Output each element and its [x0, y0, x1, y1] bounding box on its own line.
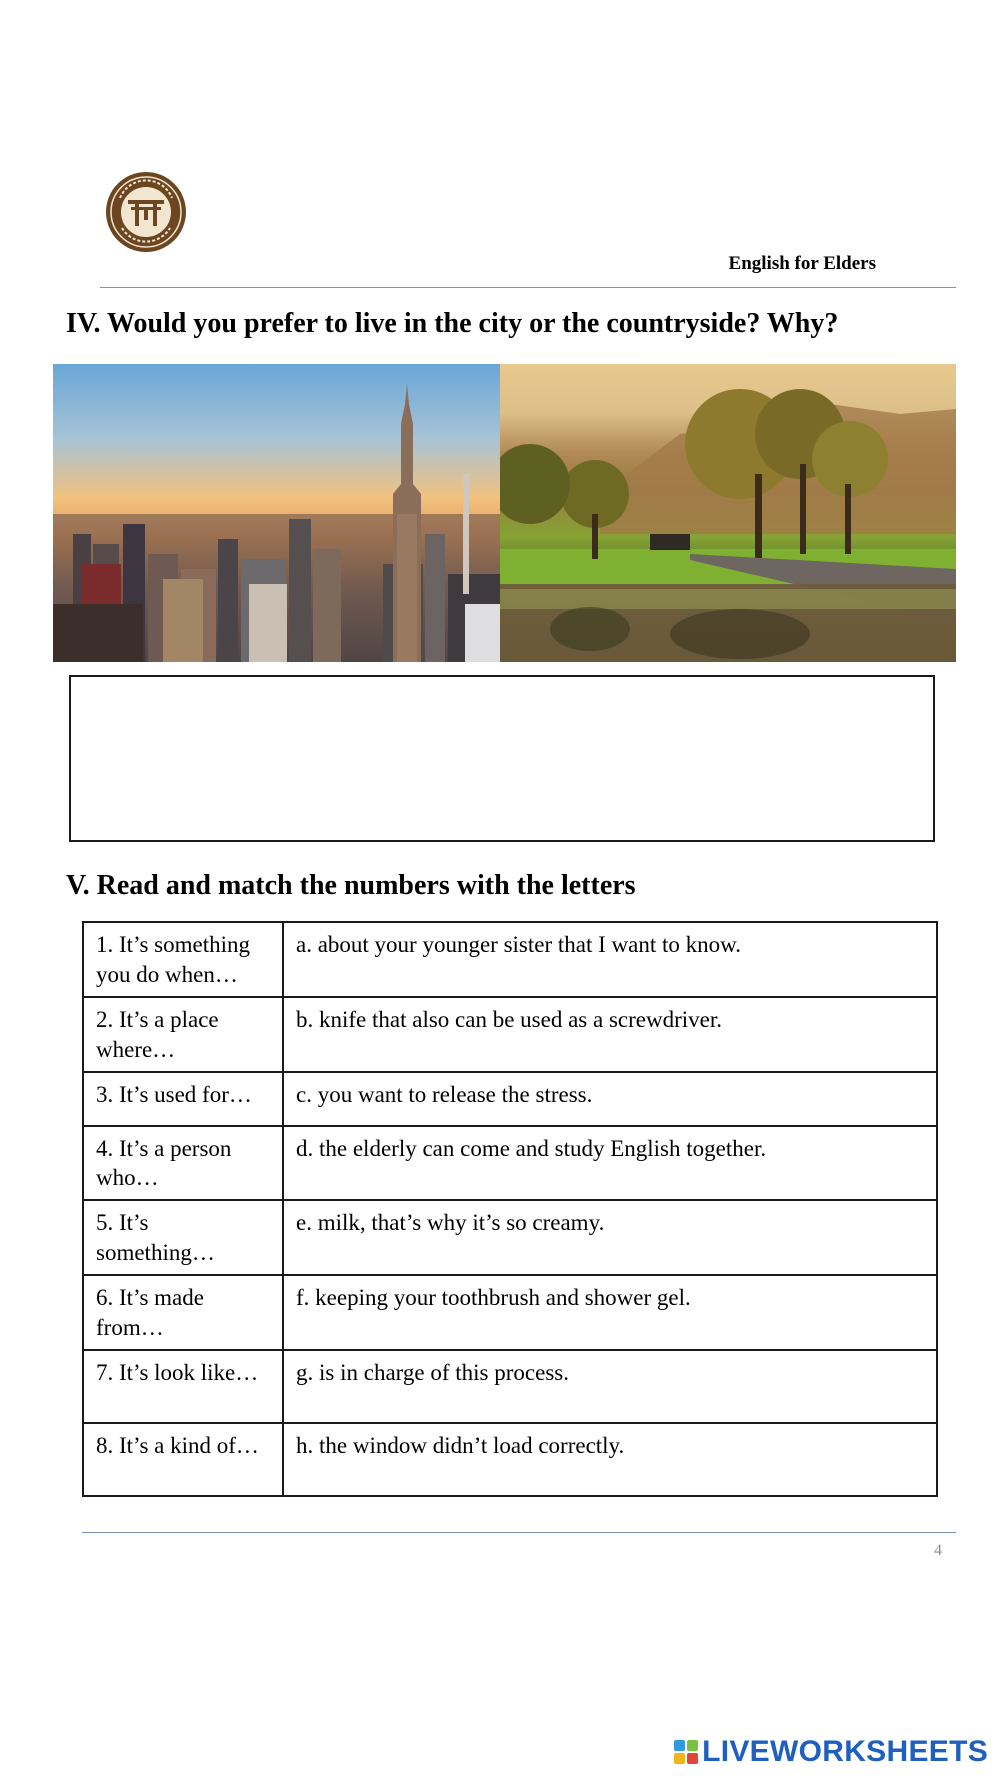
- table-row: [83, 922, 937, 997]
- section-5-heading: V. Read and match the numbers with the letters: [66, 870, 636, 901]
- table-row: [83, 997, 937, 1072]
- ending-cell: b. knife that also can be used as a screwdriver.: [283, 997, 937, 1072]
- school-logo: [104, 170, 188, 254]
- table-row: [83, 1423, 937, 1496]
- brand-name: LIVEWORKSHEETS: [702, 1735, 988, 1768]
- prompt-cell: 1. It’s something you do when…: [83, 922, 283, 997]
- prompt-cell: 8. It’s a kind of…: [83, 1423, 283, 1496]
- matching-table: [82, 921, 938, 1497]
- prompt-cell: 4. It’s a person who…: [83, 1126, 283, 1201]
- ending-cell: f. keeping your toothbrush and shower gel.: [283, 1275, 937, 1350]
- answer-textarea[interactable]: [69, 675, 935, 842]
- prompt-cell: 6. It’s made from…: [83, 1275, 283, 1350]
- prompt-cell: 5. It’s something…: [83, 1200, 283, 1275]
- table-row: [83, 1275, 937, 1350]
- countryside-lake-photo: [500, 364, 956, 662]
- ending-cell: d. the elderly can come and study English together.: [283, 1126, 937, 1201]
- ending-cell: c. you want to release the stress.: [283, 1072, 937, 1126]
- ending-cell: h. the window didn’t load correctly.: [283, 1423, 937, 1496]
- table-row: [83, 1126, 937, 1201]
- footer-divider: [82, 1532, 956, 1533]
- photo-strip: [53, 364, 956, 662]
- header-title: English for Elders: [728, 253, 876, 274]
- old-school-seal-icon: [104, 170, 188, 254]
- ending-cell: g. is in charge of this process.: [283, 1350, 937, 1423]
- section-4-heading: IV. Would you prefer to live in the city or the countryside? Why?: [66, 308, 839, 339]
- ending-cell: a. about your younger sister that I want to know.: [283, 922, 937, 997]
- city-skyline-photo: [53, 364, 500, 662]
- prompt-cell: 7. It’s look like…: [83, 1350, 283, 1423]
- header-divider: [100, 287, 956, 288]
- table-row: [83, 1072, 937, 1126]
- table-row: [83, 1200, 937, 1275]
- ending-cell: e. milk, that’s why it’s so creamy.: [283, 1200, 937, 1275]
- liveworksheets-logo-icon: [674, 1740, 698, 1764]
- page-number: 4: [934, 1542, 942, 1559]
- prompt-cell: 3. It’s used for…: [83, 1072, 283, 1126]
- prompt-cell: 2. It’s a place where…: [83, 997, 283, 1072]
- table-row: [83, 1350, 937, 1423]
- liveworksheets-brand[interactable]: [674, 1735, 988, 1769]
